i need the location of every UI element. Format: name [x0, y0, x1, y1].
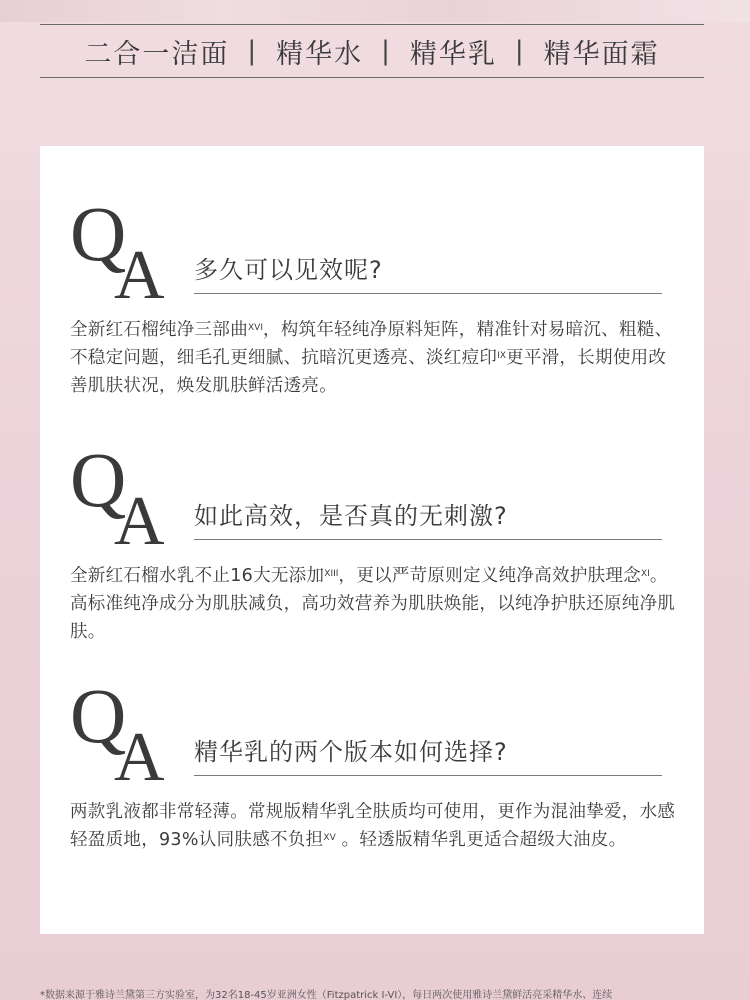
nav-item-essence-water[interactable]: 精华水: [276, 38, 364, 70]
answer-segment: 全新红石榴纯净三部曲: [70, 320, 248, 340]
svg-text:Q: Q: [70, 198, 127, 277]
nav-item-essence-lotion[interactable]: 精华乳: [409, 38, 497, 70]
qa-card: [40, 146, 704, 934]
reference-superscript: IX: [497, 351, 507, 361]
product-nav: [40, 24, 704, 78]
answer-segment: 全新红石榴水乳不止16大无添加: [70, 566, 325, 586]
question-text: 多久可以见效呢?: [194, 250, 662, 294]
nav-separator: |: [514, 36, 526, 66]
reference-superscript: XIII: [324, 569, 339, 579]
answer-text: [70, 316, 680, 400]
question-text: 如此高效，是否真的无刺激?: [194, 496, 662, 540]
reference-superscript: XV: [323, 833, 336, 843]
nav-item-cleanser[interactable]: 二合一洁面: [84, 38, 230, 70]
answer-text: [70, 562, 680, 646]
answer-segment: 两款乳液都非常轻薄。常规版精华乳全肤质均可使用，更作为混油挚爱，水感轻盈质地，93%认同肤感不负担: [70, 802, 676, 850]
qa-logo-icon: [70, 198, 190, 298]
question-text: 精华乳的两个版本如何选择?: [194, 732, 662, 776]
svg-text:A: A: [114, 483, 165, 544]
answer-segment: ，构筑年轻纯净原料矩阵，精准针对易暗沉、粗糙、不稳定问题，细毛孔更细腻、抗暗沉更透亮、淡红痘印: [70, 320, 673, 368]
answer-text: [70, 798, 680, 854]
reference-superscript: XVI: [248, 323, 263, 333]
answer-segment: 更平滑，长期使用改善肌肤状况，焕发肌肤鲜活透亮。: [70, 348, 667, 396]
svg-text:A: A: [114, 719, 165, 780]
reference-superscript: XI: [641, 569, 650, 579]
nav-separator: |: [381, 36, 392, 66]
nav-separator: |: [247, 36, 259, 66]
nav-item-essence-cream[interactable]: 精华面霜: [543, 38, 660, 70]
answer-segment: 。轻透版精华乳更适合超级大油皮。: [335, 830, 627, 850]
svg-text:A: A: [114, 237, 165, 298]
svg-text:Q: Q: [70, 680, 127, 759]
qa-logo-icon: [70, 680, 190, 780]
top-background-band: [0, 0, 750, 22]
answer-segment: ，更以严苛原则定义纯净高效护肤理念: [338, 566, 642, 586]
footnote: *数据来源于雅诗兰黛第三方实验室，为32名18-45岁亚洲女性（Fitzpatrick I-VI），每日两次使用雅诗兰黛鲜活亮采精华水、连续: [40, 990, 613, 1000]
qa-logo-icon: [70, 444, 190, 544]
answer-segment: 。高标准纯净成分为肌肤减负，高功效营养为肌肤焕能，以纯净护肤还原纯净肌肤。: [70, 566, 676, 642]
svg-text:Q: Q: [70, 444, 127, 523]
